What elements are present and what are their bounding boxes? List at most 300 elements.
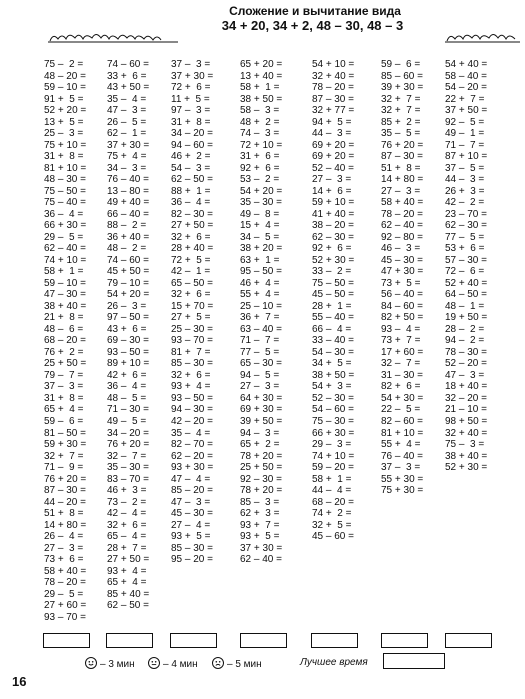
exercise-item: 62 – 40 =	[44, 243, 86, 255]
exercise-item: 66 + 30 =	[44, 220, 87, 232]
exercise-item: 32 + 40 =	[445, 427, 488, 439]
exercise-item: 71 – 30 =	[107, 404, 149, 416]
exercise-item: 62 – 40 =	[240, 554, 282, 566]
exercise-item: 74 + 2 =	[312, 508, 352, 520]
exercise-item: 27 + 50 =	[107, 554, 150, 566]
exercise-item: 28 – 2 =	[445, 323, 485, 335]
exercise-item: 59 + 30 =	[44, 439, 87, 451]
exercise-item: 37 + 50 =	[445, 105, 488, 117]
exercise-item: 58 – 40 =	[445, 70, 487, 82]
exercise-item: 18 + 40 =	[445, 381, 488, 393]
exercise-item: 85 + 40 =	[107, 588, 150, 600]
exercise-item: 32 + 6 =	[171, 369, 211, 381]
exercise-item: 37 + 30 =	[171, 70, 214, 82]
exercise-item: 32 + 6 =	[171, 231, 211, 243]
exercise-item: 65 + 20 =	[240, 59, 283, 70]
exercise-item: 62 – 20 =	[171, 450, 213, 462]
exercise-item: 75 – 50 =	[312, 277, 354, 289]
exercise-item: 95 – 20 =	[171, 554, 213, 566]
exercise-item: 49 – 1 =	[445, 128, 485, 140]
exercise-item: 54 + 30 =	[381, 392, 424, 404]
exercise-item: 78 + 20 =	[240, 485, 283, 497]
exercise-item: 32 + 6 =	[171, 289, 211, 301]
exercise-item: 46 + 2 =	[171, 151, 211, 163]
exercise-item: 48 – 30 =	[44, 174, 86, 186]
exercise-item: 93 + 7 =	[240, 519, 280, 531]
exercise-item: 48 – 5 =	[107, 392, 147, 404]
exercise-item: 49 – 8 =	[240, 208, 280, 220]
exercise-item: 38 + 50 =	[312, 369, 355, 381]
exercise-item: 54 – 20 =	[445, 82, 487, 94]
exercise-item: 93 + 5 =	[171, 531, 211, 543]
exercise-item: 74 + 10 =	[312, 450, 355, 462]
exercise-item: 34 + 5 =	[312, 358, 352, 370]
exercise-item: 98 + 50 =	[445, 415, 488, 427]
exercise-item: 74 – 3 =	[240, 128, 280, 140]
exercise-item: 32 – 20 =	[445, 392, 487, 404]
exercise-item: 85 – 20 =	[171, 485, 213, 497]
exercise-item: 73 + 6 =	[44, 554, 84, 566]
exercise-columns	[44, 59, 500, 629]
exercise-item: 54 + 40 =	[445, 59, 488, 70]
exercise-item: 11 + 5 =	[171, 93, 210, 105]
exercise-item: 83 – 70 =	[107, 473, 149, 485]
exercise-item: 46 + 3 =	[107, 485, 147, 497]
answer-box[interactable]	[240, 633, 287, 648]
answer-box[interactable]	[445, 633, 492, 648]
exercise-item: 92 – 80 =	[381, 231, 423, 243]
exercise-item: 75 – 30 =	[312, 415, 354, 427]
exercise-item: 31 + 8 =	[171, 116, 211, 128]
exercise-item: 29 – 3 =	[312, 439, 352, 451]
exercise-item: 48 – 20 =	[44, 70, 86, 82]
exercise-item: 27 – 3 =	[312, 174, 352, 186]
exercise-column	[107, 59, 173, 612]
exercise-item: 94 – 3 =	[240, 427, 280, 439]
exercise-item: 89 + 10 =	[107, 358, 150, 370]
exercise-item: 46 + 4 =	[240, 277, 280, 289]
exercise-item: 43 + 50 =	[107, 82, 150, 94]
exercise-item: 26 – 5 =	[107, 116, 147, 128]
exercise-item: 97 – 50 =	[107, 312, 149, 324]
exercise-item: 87 – 30 =	[381, 151, 423, 163]
exercise-item: 58 + 1 =	[240, 82, 280, 94]
exercise-item: 37 – 3 =	[381, 462, 421, 474]
exercise-item: 74 – 60 =	[107, 254, 149, 266]
exercise-item: 55 + 4 =	[240, 289, 280, 301]
exercise-item: 72 + 10 =	[240, 139, 283, 151]
exercise-item: 72 – 6 =	[445, 266, 485, 278]
exercise-item: 76 + 20 =	[44, 473, 87, 485]
exercise-item: 69 + 30 =	[240, 404, 283, 416]
exercise-item: 79 – 7 =	[44, 369, 84, 381]
page-number: 16	[12, 674, 27, 689]
best-time-box[interactable]	[383, 653, 445, 669]
exercise-item: 56 – 40 =	[381, 289, 423, 301]
exercise-item: 27 + 60 =	[44, 600, 87, 612]
exercise-item: 47 – 3 =	[107, 105, 147, 117]
exercise-item: 92 – 30 =	[240, 473, 282, 485]
exercise-item: 57 – 30 =	[445, 254, 487, 266]
exercise-item: 15 + 4 =	[240, 220, 280, 232]
exercise-item: 75 + 30 =	[381, 485, 424, 497]
time-legend-happy: – 3 мин	[85, 657, 135, 671]
exercise-item: 55 + 4 =	[381, 439, 421, 451]
exercise-item: 88 + 1 =	[171, 185, 211, 197]
exercise-item: 33 – 2 =	[312, 266, 352, 278]
exercise-item: 49 + 40 =	[107, 197, 150, 209]
exercise-item: 58 + 40 =	[381, 197, 424, 209]
exercise-item: 37 – 3 =	[171, 59, 211, 70]
exercise-item: 47 – 4 =	[171, 473, 211, 485]
exercise-item: 62 – 40 =	[381, 220, 423, 232]
exercise-item: 35 – 30 =	[107, 462, 149, 474]
exercise-item: 81 – 50 =	[44, 427, 86, 439]
exercise-item: 59 – 6 =	[44, 415, 84, 427]
exercise-item: 55 + 30 =	[381, 473, 424, 485]
exercise-item: 93 – 50 =	[171, 392, 213, 404]
exercise-item: 36 + 40 =	[107, 231, 150, 243]
exercise-item: 25 – 3 =	[44, 128, 84, 140]
exercise-item: 75 – 40 =	[44, 197, 86, 209]
exercise-item: 27 – 4 =	[171, 519, 211, 531]
exercise-item: 91 + 5 =	[44, 93, 84, 105]
exercise-item: 28 + 7 =	[107, 542, 147, 554]
exercise-item: 93 + 30 =	[171, 462, 214, 474]
exercise-item: 62 – 30 =	[445, 220, 487, 232]
exercise-item: 76 + 20 =	[381, 139, 424, 151]
exercise-item: 48 + 2 =	[240, 116, 280, 128]
exercise-item: 85 – 60 =	[381, 70, 423, 82]
exercise-item: 37 + 30 =	[107, 139, 150, 151]
exercise-item: 52 + 30 =	[312, 254, 355, 266]
exercise-item: 59 – 6 =	[381, 59, 421, 70]
exercise-item: 14 + 6 =	[312, 185, 352, 197]
exercise-item: 75 – 50 =	[44, 185, 86, 197]
exercise-item: 48 – 6 =	[44, 323, 84, 335]
exercise-item: 14 + 80 =	[44, 519, 87, 531]
exercise-item: 52 – 20 =	[445, 358, 487, 370]
exercise-item: 38 – 20 =	[312, 220, 354, 232]
exercise-item: 54 + 3 =	[312, 381, 352, 393]
exercise-item: 93 – 70 =	[44, 611, 86, 623]
exercise-item: 69 + 20 =	[312, 151, 355, 163]
exercise-item: 72 + 6 =	[171, 82, 211, 94]
exercise-item: 51 + 8 =	[44, 508, 84, 520]
exercise-item: 65 – 50 =	[171, 277, 213, 289]
exercise-item: 25 – 10 =	[240, 300, 282, 312]
exercise-item: 15 + 70 =	[171, 300, 214, 312]
exercise-item: 42 – 4 =	[107, 508, 147, 520]
exercise-item: 54 – 60 =	[312, 404, 354, 416]
exercise-item: 66 – 4 =	[312, 323, 352, 335]
smiley-happy-icon	[85, 657, 97, 669]
exercise-item: 47 – 30 =	[44, 289, 86, 301]
exercise-item: 52 – 30 =	[312, 392, 354, 404]
exercise-item: 32 + 7 =	[44, 450, 84, 462]
exercise-item: 42 – 1 =	[171, 266, 211, 278]
exercise-column	[44, 59, 110, 623]
exercise-item: 58 + 1 =	[312, 473, 352, 485]
exercise-item: 75 – 3 =	[445, 439, 485, 451]
exercise-item: 68 – 20 =	[44, 335, 86, 347]
exercise-item: 38 + 40 =	[445, 450, 488, 462]
exercise-item: 13 + 5 =	[44, 116, 84, 128]
exercise-item: 82 + 50 =	[381, 312, 424, 324]
exercise-item: 31 + 6 =	[240, 151, 280, 163]
exercise-item: 73 – 2 =	[107, 496, 147, 508]
exercise-item: 25 + 50 =	[240, 462, 283, 474]
exercise-item: 35 – 4 =	[107, 93, 147, 105]
exercise-item: 93 + 4 =	[171, 381, 211, 393]
exercise-item: 53 + 6 =	[445, 243, 485, 255]
exercise-column	[381, 59, 447, 497]
exercise-column	[445, 59, 511, 474]
exercise-item: 37 + 30 =	[240, 542, 283, 554]
exercise-item: 32 + 77 =	[312, 105, 355, 117]
exercise-item: 78 + 20 =	[240, 450, 283, 462]
exercise-item: 87 – 30 =	[312, 93, 354, 105]
exercise-item: 59 – 10 =	[44, 82, 86, 94]
exercise-item: 62 – 50 =	[171, 174, 213, 186]
exercise-item: 29 – 5 =	[44, 588, 84, 600]
exercise-item: 78 – 20 =	[312, 82, 354, 94]
exercise-item: 23 – 70 =	[445, 208, 487, 220]
exercise-item: 54 + 20 =	[240, 185, 283, 197]
exercise-item: 65 + 2 =	[240, 439, 280, 451]
exercise-item: 13 + 40 =	[240, 70, 283, 82]
exercise-item: 31 – 30 =	[381, 369, 423, 381]
exercise-item: 95 – 50 =	[240, 266, 282, 278]
exercise-item: 94 + 5 =	[312, 116, 352, 128]
exercise-item: 78 – 20 =	[381, 208, 423, 220]
exercise-item: 32 + 7 =	[381, 105, 421, 117]
exercise-item: 44 – 3 =	[312, 128, 352, 140]
exercise-item: 27 – 3 =	[240, 381, 280, 393]
exercise-item: 92 – 5 =	[445, 116, 485, 128]
exercise-item: 47 – 3 =	[171, 496, 211, 508]
exercise-item: 66 + 30 =	[312, 427, 355, 439]
exercise-item: 36 + 7 =	[240, 312, 280, 324]
exercise-item: 76 + 2 =	[44, 346, 84, 358]
exercise-item: 45 – 30 =	[171, 508, 213, 520]
exercise-item: 65 – 30 =	[240, 358, 282, 370]
exercise-item: 59 + 10 =	[312, 197, 355, 209]
exercise-item: 85 + 2 =	[381, 116, 421, 128]
answer-box[interactable]	[381, 633, 428, 648]
exercise-item: 14 + 80 =	[381, 174, 424, 186]
exercise-item: 45 + 50 =	[107, 266, 150, 278]
exercise-item: 39 + 30 =	[381, 82, 424, 94]
exercise-item: 21 + 8 =	[44, 312, 84, 324]
exercise-item: 28 + 40 =	[171, 243, 214, 255]
exercise-item: 62 – 30 =	[312, 231, 354, 243]
exercise-item: 54 + 10 =	[312, 59, 355, 70]
exercise-item: 58 + 40 =	[44, 565, 87, 577]
decorative-animals-left-icon	[48, 31, 178, 43]
exercise-item: 92 + 6 =	[240, 162, 280, 174]
exercise-item: 45 – 30 =	[381, 254, 423, 266]
exercise-item: 32 + 5 =	[312, 519, 352, 531]
exercise-item: 27 + 50 =	[171, 220, 214, 232]
exercise-item: 82 + 6 =	[381, 381, 421, 393]
exercise-item: 71 – 9 =	[44, 462, 84, 474]
exercise-item: 85 – 30 =	[171, 542, 213, 554]
exercise-item: 87 + 10 =	[445, 151, 488, 163]
exercise-item: 93 – 70 =	[171, 335, 213, 347]
exercise-item: 84 – 60 =	[381, 300, 423, 312]
exercise-item: 26 – 4 =	[44, 531, 84, 543]
exercise-item: 26 – 3 =	[107, 300, 147, 312]
exercise-item: 94 – 2 =	[445, 335, 485, 347]
exercise-item: 34 – 3 =	[107, 162, 147, 174]
exercise-item: 63 – 40 =	[240, 323, 282, 335]
exercise-item: 29 – 5 =	[44, 231, 84, 243]
exercise-item: 59 – 10 =	[44, 277, 86, 289]
exercise-item: 42 – 20 =	[171, 415, 213, 427]
exercise-item: 65 + 4 =	[44, 404, 84, 416]
exercise-item: 75 – 2 =	[44, 59, 84, 70]
answer-box[interactable]	[106, 633, 153, 648]
decorative-animals-right-icon	[445, 31, 520, 43]
exercise-item: 43 + 6 =	[107, 323, 147, 335]
exercise-item: 38 + 40 =	[44, 300, 87, 312]
exercise-item: 78 – 30 =	[445, 346, 487, 358]
exercise-item: 65 – 4 =	[107, 531, 147, 543]
exercise-item: 71 – 7 =	[445, 139, 485, 151]
exercise-item: 73 + 7 =	[381, 335, 421, 347]
exercise-item: 34 – 20 =	[107, 427, 149, 439]
exercise-item: 52 + 20 =	[44, 105, 87, 117]
exercise-item: 47 + 30 =	[381, 266, 424, 278]
exercise-item: 73 + 5 =	[381, 277, 421, 289]
exercise-item: 64 + 30 =	[240, 392, 283, 404]
exercise-item: 21 – 10 =	[445, 404, 487, 416]
exercise-item: 55 – 40 =	[312, 312, 354, 324]
exercise-item: 79 – 10 =	[107, 277, 149, 289]
exercise-item: 33 – 40 =	[312, 335, 354, 347]
exercise-item: 77 – 5 =	[240, 346, 280, 358]
exercise-item: 46 – 3 =	[381, 243, 421, 255]
exercise-item: 32 + 7 =	[381, 93, 421, 105]
exercise-item: 69 – 30 =	[107, 335, 149, 347]
exercise-item: 41 + 40 =	[312, 208, 355, 220]
exercise-item: 51 + 8 =	[381, 162, 421, 174]
exercise-item: 62 + 3 =	[240, 508, 280, 520]
exercise-item: 93 – 50 =	[107, 346, 149, 358]
exercise-item: 35 – 5 =	[381, 128, 421, 140]
exercise-item: 32 + 40 =	[312, 70, 355, 82]
exercise-item: 72 + 5 =	[171, 254, 211, 266]
exercise-item: 54 – 30 =	[312, 346, 354, 358]
exercise-item: 53 – 2 =	[240, 174, 280, 186]
exercise-item: 77 – 5 =	[445, 231, 485, 243]
exercise-item: 32 + 6 =	[107, 519, 147, 531]
exercise-item: 37 – 3 =	[44, 381, 84, 393]
exercise-item: 78 – 20 =	[44, 577, 86, 589]
page-title: Сложение и вычитание вида	[229, 4, 401, 18]
exercise-column	[240, 59, 306, 566]
exercise-item: 62 – 1 =	[107, 128, 147, 140]
exercise-item: 68 – 20 =	[312, 496, 354, 508]
time-legend-sad: – 5 мин	[212, 657, 262, 671]
exercise-item: 85 – 30 =	[171, 358, 213, 370]
exercise-item: 44 – 20 =	[44, 496, 86, 508]
exercise-item: 52 + 40 =	[445, 277, 488, 289]
exercise-item: 35 – 30 =	[240, 197, 282, 209]
answer-box[interactable]	[311, 633, 358, 648]
exercise-item: 94 – 5 =	[240, 369, 280, 381]
exercise-item: 75 + 4 =	[107, 151, 147, 163]
exercise-item: 94 – 60 =	[171, 139, 213, 151]
time-legend-neutral: – 4 мин	[148, 657, 198, 671]
exercise-item: 32 – 7 =	[381, 358, 421, 370]
exercise-item: 36 – 4 =	[171, 197, 211, 209]
best-time-label: Лучшее время	[300, 657, 368, 668]
exercise-item: 19 + 50 =	[445, 312, 488, 324]
answer-box[interactable]	[43, 633, 90, 648]
exercise-item: 65 + 4 =	[107, 577, 147, 589]
exercise-item: 28 + 1 =	[312, 300, 352, 312]
exercise-item: 58 + 1 =	[44, 266, 84, 278]
exercise-item: 36 – 4 =	[44, 208, 84, 220]
smiley-neutral-icon	[148, 657, 160, 669]
exercise-item: 26 + 3 =	[445, 185, 485, 197]
exercise-item: 59 – 20 =	[312, 462, 354, 474]
exercise-item: 93 + 5 =	[240, 531, 280, 543]
exercise-item: 22 – 5 =	[381, 404, 421, 416]
exercise-item: 44 – 3 =	[445, 174, 485, 186]
exercise-column	[171, 59, 237, 566]
exercise-item: 33 + 6 =	[107, 70, 147, 82]
exercise-item: 66 – 40 =	[107, 208, 149, 220]
exercise-item: 64 – 50 =	[445, 289, 487, 301]
exercise-item: 54 + 20 =	[107, 289, 150, 301]
exercise-item: 54 – 3 =	[171, 162, 211, 174]
exercise-item: 92 + 6 =	[312, 243, 352, 255]
exercise-item: 81 + 7 =	[171, 346, 211, 358]
page-subtitle: 34 + 20, 34 + 2, 48 – 30, 48 – 3	[221, 18, 404, 33]
exercise-item: 31 + 8 =	[44, 151, 84, 163]
exercise-item: 25 – 30 =	[171, 323, 213, 335]
exercise-column	[312, 59, 378, 543]
answer-box[interactable]	[170, 633, 217, 648]
exercise-item: 74 + 10 =	[44, 254, 87, 266]
exercise-item: 44 – 4 =	[312, 485, 352, 497]
exercise-item: 81 + 10 =	[44, 162, 87, 174]
exercise-item: 31 + 8 =	[44, 392, 84, 404]
exercise-item: 97 – 3 =	[171, 105, 211, 117]
exercise-item: 39 + 50 =	[240, 415, 283, 427]
exercise-item: 17 + 60 =	[381, 346, 424, 358]
exercise-item: 38 + 20 =	[240, 243, 283, 255]
exercise-item: 52 + 30 =	[445, 462, 488, 474]
exercise-item: 87 – 30 =	[44, 485, 86, 497]
exercise-item: 82 – 60 =	[381, 415, 423, 427]
exercise-item: 35 – 4 =	[171, 427, 211, 439]
exercise-item: 85 – 3 =	[240, 496, 280, 508]
exercise-item: 27 + 5 =	[171, 312, 211, 324]
exercise-item: 42 – 2 =	[445, 197, 485, 209]
exercise-item: 38 + 50 =	[240, 93, 283, 105]
smiley-sad-icon	[212, 657, 224, 669]
exercise-item: 22 + 7 =	[445, 93, 485, 105]
exercise-item: 58 – 3 =	[240, 105, 280, 117]
exercise-item: 45 – 60 =	[312, 531, 354, 543]
exercise-item: 76 + 20 =	[107, 439, 150, 451]
exercise-item: 82 – 70 =	[171, 439, 213, 451]
exercise-item: 82 – 30 =	[171, 208, 213, 220]
